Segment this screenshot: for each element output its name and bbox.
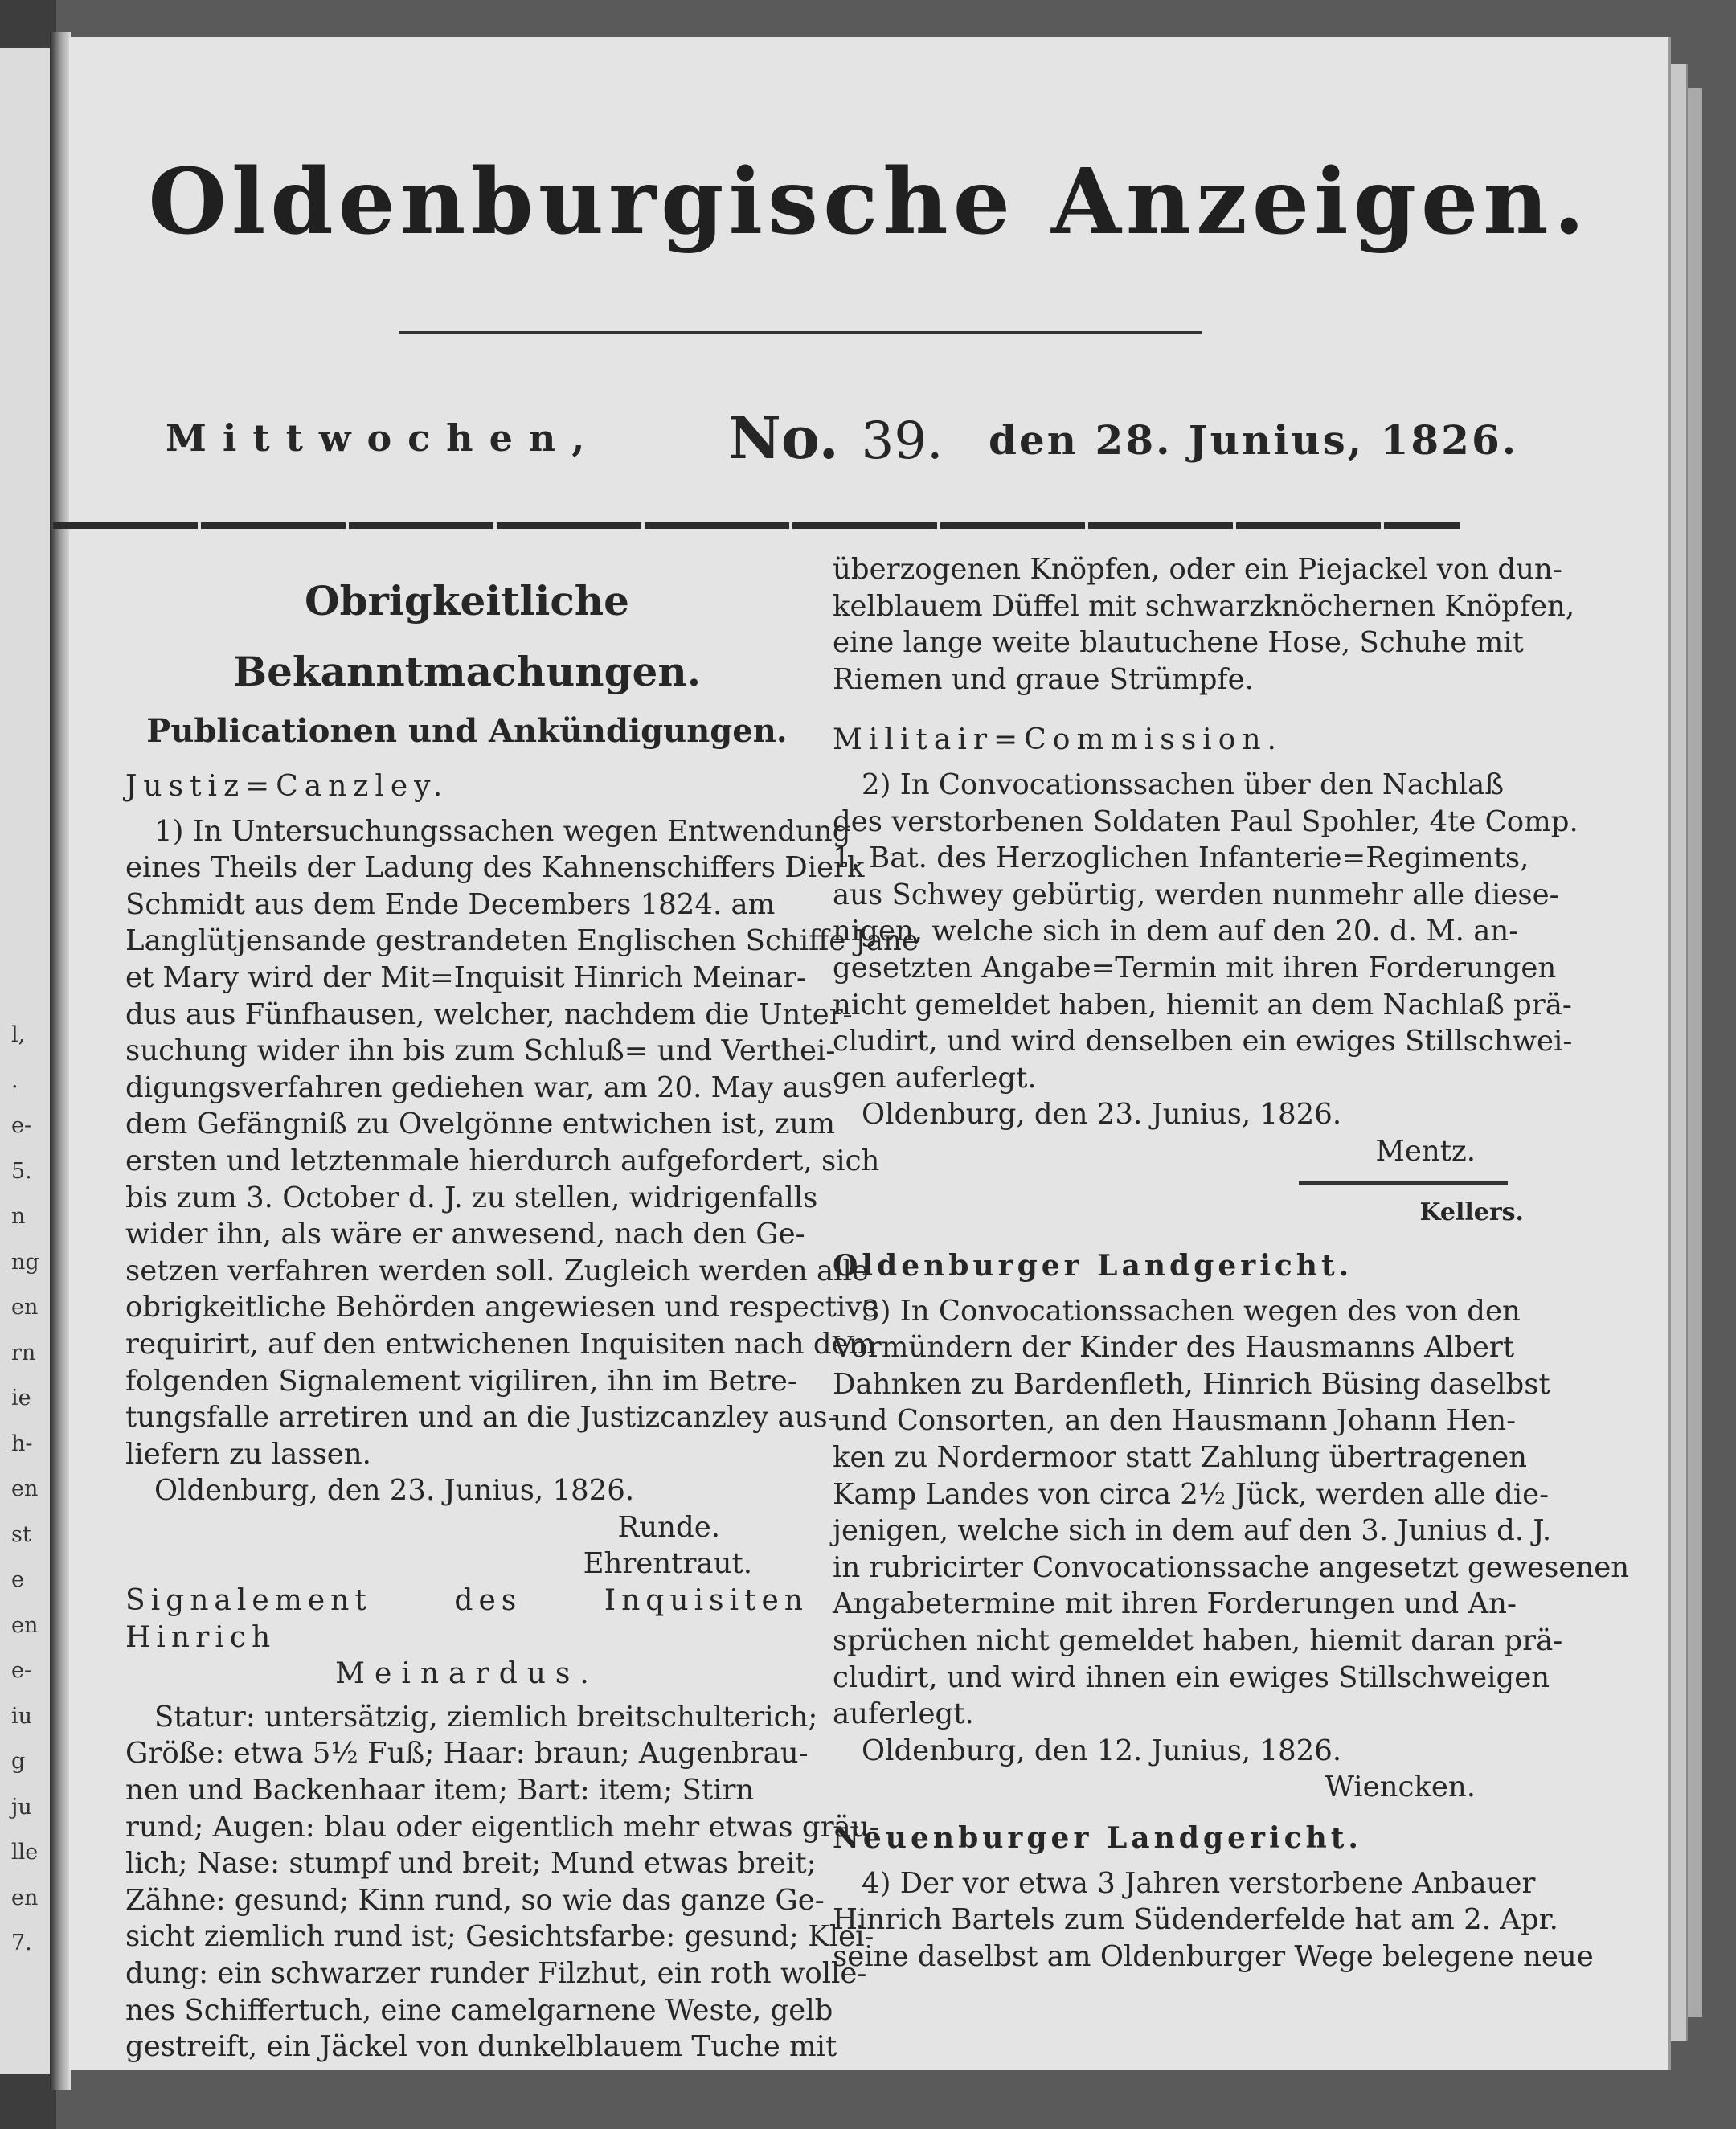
previous-page-edge: [0, 48, 56, 2074]
fragment: en: [11, 1885, 39, 1910]
notice-2-signer-1: Mentz.: [1375, 1134, 1476, 1168]
text-line: gestreift, ein Jäckel von dunkelblauem Tuche mit: [125, 2030, 837, 2064]
notice-3-place-date: Oldenburg, den 12. Junius, 1826.: [862, 1734, 1342, 1767]
newspaper-page: [69, 37, 1671, 2070]
fragment: ju: [11, 1794, 32, 1820]
issue-line: [69, 403, 1668, 472]
text-line: Riemen und graue Strümpfe.: [833, 662, 1254, 696]
text-line: Statur: untersätzig, ziemlich breitschulterich;: [154, 1700, 818, 1734]
fragment: g: [11, 1749, 26, 1774]
text-line: ersten und letztenmale hierdurch aufgefordert, sich: [125, 1144, 880, 1177]
notice-1-signer-2: Ehrentraut.: [583, 1547, 752, 1581]
weekday: Mittwochen,: [166, 416, 601, 460]
fragment: ng: [11, 1249, 39, 1275]
masthead-title: Oldenburgische Anzeigen.: [148, 149, 1590, 255]
text-line: et Mary wird der Mit=Inquisit Hinrich Meinar-: [125, 960, 806, 994]
fragment: rn: [11, 1340, 36, 1365]
fragment: .: [11, 1067, 18, 1093]
section-subheading: Publicationen und Ankündigungen.: [146, 712, 788, 750]
notice-1-place-date: Oldenburg, den 23. Junius, 1826.: [154, 1474, 635, 1508]
fragment: l,: [11, 1022, 26, 1047]
text-line: dung: ein schwarzer runder Filzhut, ein roth wolle-: [125, 1957, 867, 1990]
issue-number: [728, 403, 943, 472]
text-line: obrigkeitliche Behörden angewiesen und respective: [125, 1291, 879, 1324]
continuation-text: [833, 551, 1575, 698]
fragment: 5.: [11, 1158, 32, 1184]
text-line: wider ihn, als wäre er anwesend, nach den Ge-: [125, 1218, 805, 1251]
masthead-rule: [399, 331, 1202, 334]
text-line: dus aus Fünfhausen, welcher, nachdem die Unter-: [125, 997, 853, 1031]
notice-2-signer-2: Kellers.: [1419, 1198, 1524, 1226]
fragment: lle: [11, 1840, 39, 1865]
text-line: nes Schiffertuch, eine camelgarnene Weste, gelb: [125, 1993, 833, 2027]
authority-neuenburger-landgericht: Neuenburger Landgericht.: [833, 1821, 1362, 1855]
fragment: e-: [11, 1658, 32, 1683]
text-line: rund; Augen: blau oder eigentlich mehr etwas gräu-: [125, 1810, 879, 1844]
text-line: dem Gefängniß zu Ovelgönne entwichen ist, zum: [125, 1107, 836, 1141]
text-line: in rubricirter Convocationssache angesetzt gewesenen: [833, 1550, 1630, 1584]
text-line: cludirt, und wird denselben ein ewiges Stillschwei-: [833, 1025, 1573, 1058]
fragment: en: [11, 1612, 39, 1638]
book-gutter: [50, 32, 71, 2090]
text-line: Vormündern der Kinder des Hausmanns Albert: [833, 1331, 1515, 1365]
notice-3-signer: Wiencken.: [1325, 1771, 1476, 1804]
text-line: sprüchen nicht gemeldet haben, hiemit daran prä-: [833, 1624, 1563, 1658]
issue-number-value: 39.: [861, 411, 944, 471]
text-line: nen und Backenhaar item; Bart: item; Stirn: [125, 1774, 755, 1808]
text-line: sicht ziemlich rund ist; Gesichtsfarbe: gesund; Klei-: [125, 1920, 874, 1954]
text-line: Dahnken zu Bardenfleth, Hinrich Büsing daselbst: [833, 1367, 1550, 1401]
text-line: 1. Bat. des Herzoglichen Infanterie=Regiments,: [833, 841, 1529, 875]
text-line: jenigen, welche sich in dem auf den 3. Junius d. J.: [833, 1514, 1552, 1548]
text-line: requirirt, auf den entwichenen Inquisiten nach dem: [125, 1327, 876, 1361]
text-line: seine daselbst am Oldenburger Wege belegene neue: [833, 1939, 1594, 1973]
text-line: eine lange weite blautuchene Hose, Schuhe mit: [833, 626, 1524, 660]
fragment: ie: [11, 1386, 31, 1410]
text-line: gesetzten Angabe=Termin mit ihren Forderungen: [833, 951, 1557, 985]
text-line: liefern zu lassen.: [125, 1437, 371, 1471]
page-stack-edge: [1668, 64, 1688, 2041]
text-line: 1) In Untersuchungssachen wegen Entwendung: [154, 814, 851, 848]
text-line: gen auferlegt.: [833, 1061, 1037, 1095]
notice-2: [833, 767, 1578, 1096]
text-line: tungsfalle arretiren und an die Justizcanzley aus-: [125, 1401, 837, 1435]
text-line: nigen, welche sich in dem auf den 20. d. M. an-: [833, 915, 1519, 948]
text-line: Langlütjensande gestrandeten Englischen Schiffe Jane: [125, 924, 919, 958]
notice-1: [125, 813, 919, 1473]
text-line: Angabetermine mit ihren Forderungen und An-: [833, 1587, 1517, 1621]
text-line: 3) In Convocationssachen wegen des von den: [862, 1294, 1521, 1328]
text-line: bis zum 3. October d. J. zu stellen, widrigenfalls: [125, 1181, 818, 1214]
notice-2-rule: [1299, 1181, 1508, 1185]
text-line: lich; Nase: stumpf und breit; Mund etwas breit;: [125, 1847, 817, 1881]
text-line: nicht gemeldet haben, hiemit an dem Nachlaß prä-: [833, 988, 1572, 1022]
fragment: e: [11, 1567, 24, 1592]
text-line: digungsverfahren gediehen war, am 20. May aus: [125, 1071, 833, 1104]
header-rule: [53, 522, 1460, 529]
signalement-title: Signalement des Inquisiten Hinrich: [125, 1584, 809, 1654]
text-line: suchung wider ihn bis zum Schluß= und Verthei-: [125, 1034, 836, 1068]
text-line: 4) Der vor etwa 3 Jahren verstorbene Anbauer: [862, 1866, 1536, 1900]
text-line: cludirt, und wird ihnen ein ewiges Stillschweigen: [833, 1660, 1550, 1694]
issue-prefix: No.: [728, 403, 839, 472]
signalement-description: [125, 1699, 879, 2066]
authority-justiz-canzley: Justiz=Canzley.: [125, 770, 449, 803]
text-line: 2) In Convocationssachen über den Nachlaß: [862, 768, 1505, 801]
fragment: e-: [11, 1113, 32, 1138]
text-line: ken zu Nordermoor statt Zahlung übertragenen: [833, 1441, 1527, 1475]
fragment: en: [11, 1295, 39, 1320]
issue-date: den 28. Junius, 1826.: [989, 416, 1519, 464]
text-line: Kamp Landes von circa 2½ Jück, werden alle die-: [833, 1477, 1550, 1511]
notice-3: [833, 1293, 1630, 1733]
text-line: eines Theils der Ladung des Kahnenschiffers Dierk: [125, 851, 865, 885]
text-line: aus Schwey gebürtig, werden nunmehr alle diese-: [833, 878, 1559, 911]
fragment: n: [11, 1204, 26, 1229]
text-line: Hinrich Bartels zum Südenderfelde hat am 2. Apr.: [833, 1903, 1558, 1937]
text-line: Schmidt aus dem Ende Decembers 1824. am: [125, 887, 776, 921]
notice-1-signer-1: Runde.: [617, 1510, 720, 1544]
fragment: en: [11, 1476, 39, 1501]
authority-oldenburger-landgericht: Oldenburger Landgericht.: [833, 1249, 1353, 1284]
text-line: Größe: etwa 5½ Fuß; Haar: braun; Augenbrau-: [125, 1737, 809, 1771]
section-heading: Obrigkeitliche Bekanntmachungen.: [232, 577, 702, 695]
fragment: st: [11, 1521, 31, 1547]
notice-4: [833, 1865, 1594, 1975]
text-line: folgenden Signalement vigiliren, ihn im Betre-: [125, 1364, 797, 1398]
fragment: h-: [11, 1431, 33, 1456]
text-line: setzen verfahren werden soll. Zugleich werden alle: [125, 1254, 869, 1288]
text-line: Zähne: gesund; Kinn rund, so wie das ganze Ge-: [125, 1883, 825, 1917]
right-column: [833, 551, 1630, 1975]
signalement-title-name: Meinardus.: [335, 1657, 599, 1691]
fragment: 7.: [11, 1930, 32, 1955]
text-line: des verstorbenen Soldaten Paul Spohler, 4te Comp.: [833, 805, 1578, 838]
text-line: auferlegt.: [833, 1697, 974, 1731]
notice-2-place-date: Oldenburg, den 23. Junius, 1826.: [862, 1098, 1342, 1132]
page-stack-edge-2: [1688, 88, 1702, 2017]
text-line: kelblauem Düffel mit schwarzknöchernen Knöpfen,: [833, 589, 1575, 623]
text-line: und Consorten, an den Hausmann Johann Hen-: [833, 1404, 1517, 1438]
authority-militair-commission: Militair=Commission.: [833, 723, 1283, 757]
fragment: iu: [11, 1703, 33, 1729]
text-line: überzogenen Knöpfen, oder ein Piejackel von dun-: [833, 553, 1562, 586]
